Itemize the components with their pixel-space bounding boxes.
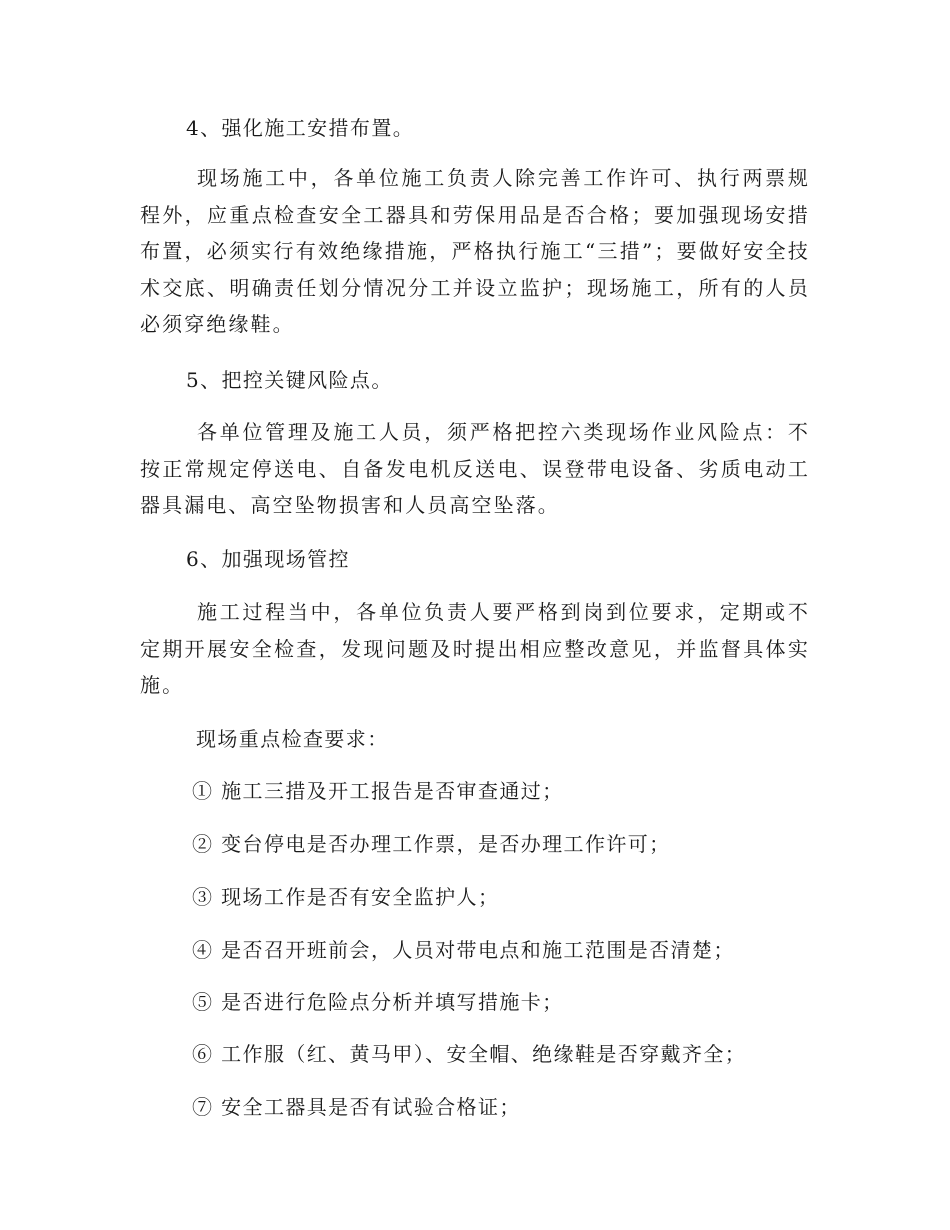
checklist-item: ⑤ 是否进行危险点分析并填写措施卡； <box>192 990 564 1014</box>
checklist-item: ① 施工三措及开工报告是否审查通过； <box>192 779 564 803</box>
section-heading-6: 6、加强现场管控 <box>186 547 350 571</box>
checklist-item: ⑦ 安全工器具是否有试验合格证； <box>192 1095 521 1119</box>
section-body-5: 各单位管理及施工人员，须严格把控六类现场作业风险点：不按正常规定停送电、自备发电机反送电、误登带电设备、劣质电动工器具漏电、高空坠物损害和人员高空坠落。 <box>140 420 810 517</box>
section-heading-5: 5、把控关键风险点。 <box>186 368 393 392</box>
checklist-item: ③ 现场工作是否有安全监护人； <box>192 885 500 909</box>
checklist-item: ④ 是否召开班前会，人员对带电点和施工范围是否清楚； <box>192 938 735 962</box>
section-heading-4: 4、强化施工安措布置。 <box>186 116 415 140</box>
checklist-title: 现场重点检查要求： <box>196 727 389 751</box>
checklist-item: ② 变台停电是否办理工作票，是否办理工作许可； <box>192 832 671 856</box>
section-body-6: 施工过程当中，各单位负责人要严格到岗到位要求，定期或不定期开展安全检查，发现问题及时提出相应整改意见，并监督具体实施。 <box>140 600 810 697</box>
section-body-4: 现场施工中，各单位施工负责人除完善工作许可、执行两票规程外，应重点检查安全工器具和劳保用品是否合格；要加强现场安措布置，必须实行有效绝缘措施，严格执行施工“三措”；要做好安全技术交底、明确责任划分情况分工并设立监护；现场施工，所有的人员必须穿绝缘鞋。 <box>140 166 810 336</box>
checklist-item: ⑥ 工作服（红、黄马甲）、安全帽、绝缘鞋是否穿戴齐全； <box>192 1042 747 1066</box>
